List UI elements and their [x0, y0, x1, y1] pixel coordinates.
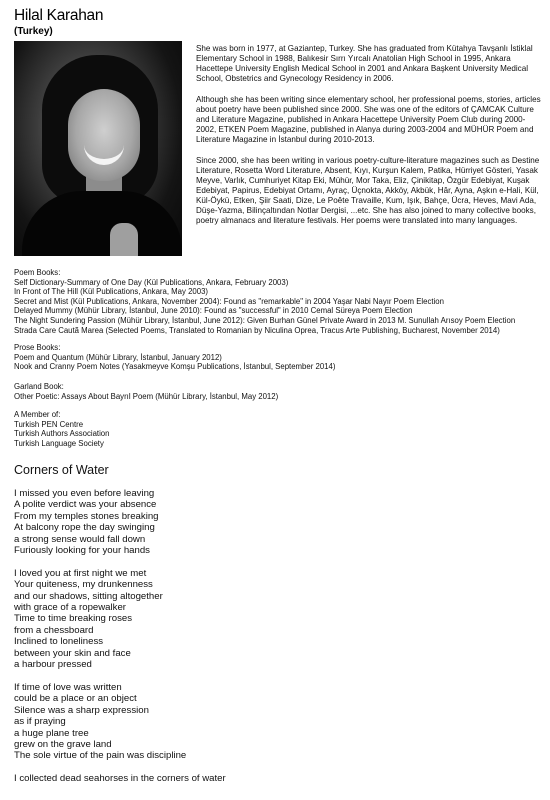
- book-entry: Strada Care Cautã Marea (Selected Poems, Translated to Romanian by Niculina Oprea, Tracus Arte Publishing, Bucharest, November 2014): [14, 325, 500, 335]
- poem-line: grew on the grave land: [14, 738, 112, 750]
- poem-body: [14, 488, 534, 796]
- book-entry: Poem and Quantum (Mühür Library, İstanbul, January 2012): [14, 352, 222, 362]
- book-entry: Self Dictionary-Summary of One Day (Kül Publications, Ankara, February 2003): [14, 277, 289, 287]
- poem-line: Time to time breaking roses: [14, 613, 133, 625]
- poem-line: I missed you even before leaving: [14, 488, 155, 499]
- bio-paragraph: Although she has been writing since elementary school, her professional poems, stories, articles about poetry have been published since 2000. She was one of the editors of ÇAMCAK Culture and Literature Magazine, published in Ankara Hacettepe University Poem Club during 2000-2002, ETKEN Poem Magazine, published in Alanya during 2003-2004 and MÜHÜR Poem and Literature Magazine in İstanbul during 2010-2013.: [196, 95, 541, 144]
- poem-line: A polite verdict was your absence: [14, 499, 157, 511]
- poem-books-section: [14, 268, 544, 335]
- section-heading: Prose Books:: [14, 343, 61, 352]
- book-entry: The Night Sundering Passion (Mühür Library, İstanbul, June 2012): Given Burhan Günel Private Award in 2013 M. Sunullah Arısoy Poem Election: [14, 315, 516, 325]
- biography: [196, 44, 542, 237]
- book-entry: Secret and Mist (Kül Publications, Ankara, November 2004): Found as "remarkable" in 2004 Yaşar Nabi Nayır Poem Election: [14, 296, 444, 306]
- poem-line: I collected dead seahorses in the corners of water: [14, 773, 226, 785]
- author-portrait: [14, 41, 182, 256]
- prose-books-section: [14, 343, 544, 372]
- garland-book-section: [14, 382, 544, 401]
- poem-line: as if praying: [14, 716, 66, 728]
- book-entry: In Front of The Hill (Kül Publications, Ankara, May 2003): [14, 287, 209, 297]
- poem-line: a harbour pressed: [14, 659, 92, 671]
- bio-paragraph: Since 2000, she has been writing in various poetry-culture-literature magazines such as Destine Literature, Rosetta Word Literature, Absent, Kıyı, Kurşun Kalem, Patika, Hürriyet Gösteri, Yasak Meyve, Varlık, Cumhuriyet Kitap Eki, Mühür, Mor Taka, Eliz, Çinikitap, Özgür Edebiyat, Kuşak Edebiyat, Papirus, Edebiyat Ortamı, Ayraç, Üçnokta, Akköy, Akbük, Hâr, Ayna, Aşkın e-Hali, Kül, Kül-Öykü, Etken, Şiir Saati, Dize, Le Poête Travaille, Kum, Işık, Bahçe, Ücra, Heves, Mavi Ada, Düşe-Yazma, Bilinçaltından Notlar Dergisi, ...etc. She has also joined to many collective books, poetry almanacs and literature festivals. Her poems were translated into many languages.: [196, 156, 540, 225]
- poem-stanza: [14, 568, 534, 671]
- poem-title: Corners of Water: [14, 463, 109, 477]
- poem-line: I loved you at first night we met: [14, 567, 147, 579]
- section-heading: A Member of:: [14, 410, 61, 419]
- poem-line: The sole virtue of the pain was discipline: [14, 750, 187, 762]
- poem-line: with grace of a ropewalker: [14, 602, 126, 614]
- section-heading: Garland Book:: [14, 382, 64, 391]
- membership-entry: Turkish Authors Association: [14, 429, 110, 439]
- poem-line: Furiously looking for your hands: [14, 545, 150, 557]
- author-name: Hilal Karahan: [14, 7, 104, 24]
- poem-line: from a chessboard: [14, 624, 94, 636]
- poem-line: could be a place or an object: [14, 693, 137, 705]
- author-country: (Turkey): [14, 26, 53, 37]
- book-entry: Delayed Mummy (Mühür Library, İstanbul, June 2010): Found as "successful" in 2010 Cemal Süreya Poem Election: [14, 306, 413, 316]
- poem-line: a huge plane tree: [14, 727, 89, 739]
- poem-line: Your quiteness, my drunkenness: [14, 579, 153, 591]
- poem-line: Inclined to loneliness: [14, 636, 104, 648]
- poem-line: Silence was a sharp expression: [14, 704, 149, 716]
- membership-entry: Turkish Language Society: [14, 438, 104, 448]
- poem-line: At balcony rope the day swinging: [14, 522, 155, 534]
- book-entry: Other Poetic: Assays About Bayrıl Poem (Mühür Library, İstanbul, May 2012): [14, 391, 279, 401]
- poem-stanza: [14, 773, 534, 784]
- book-entry: Nook and Cranny Poem Notes (Yasakmeyve Komşu Publications, İstanbul, September 2014): [14, 362, 336, 372]
- poem-stanza: [14, 488, 534, 556]
- poem-line: a strong sense would fall down: [14, 533, 146, 545]
- bio-paragraph: She was born in 1977, at Gaziantep, Turkey. She has graduated from Kütahya Tavşanlı İstiklal Elementary School in 1988, Balıkesir Sırrı Yırcalı Anatolian High School in 1995, Ankara Hacettepe University English Medical School in 2001 and Ankara Başkent University Medical School, Obstetrics and Gynecology Residency in 2006.: [196, 44, 533, 83]
- poem-line: If time of love was written: [14, 681, 122, 693]
- section-heading: Poem Books:: [14, 268, 61, 277]
- poem-stanza: [14, 682, 534, 762]
- memberships-section: [14, 410, 544, 448]
- poem-line: From my temples stones breaking: [14, 510, 159, 522]
- poem-line: between your skin and face: [14, 647, 131, 659]
- membership-entry: Turkish PEN Centre: [14, 419, 84, 429]
- poem-line: and our shadows, sitting altogether: [14, 590, 163, 602]
